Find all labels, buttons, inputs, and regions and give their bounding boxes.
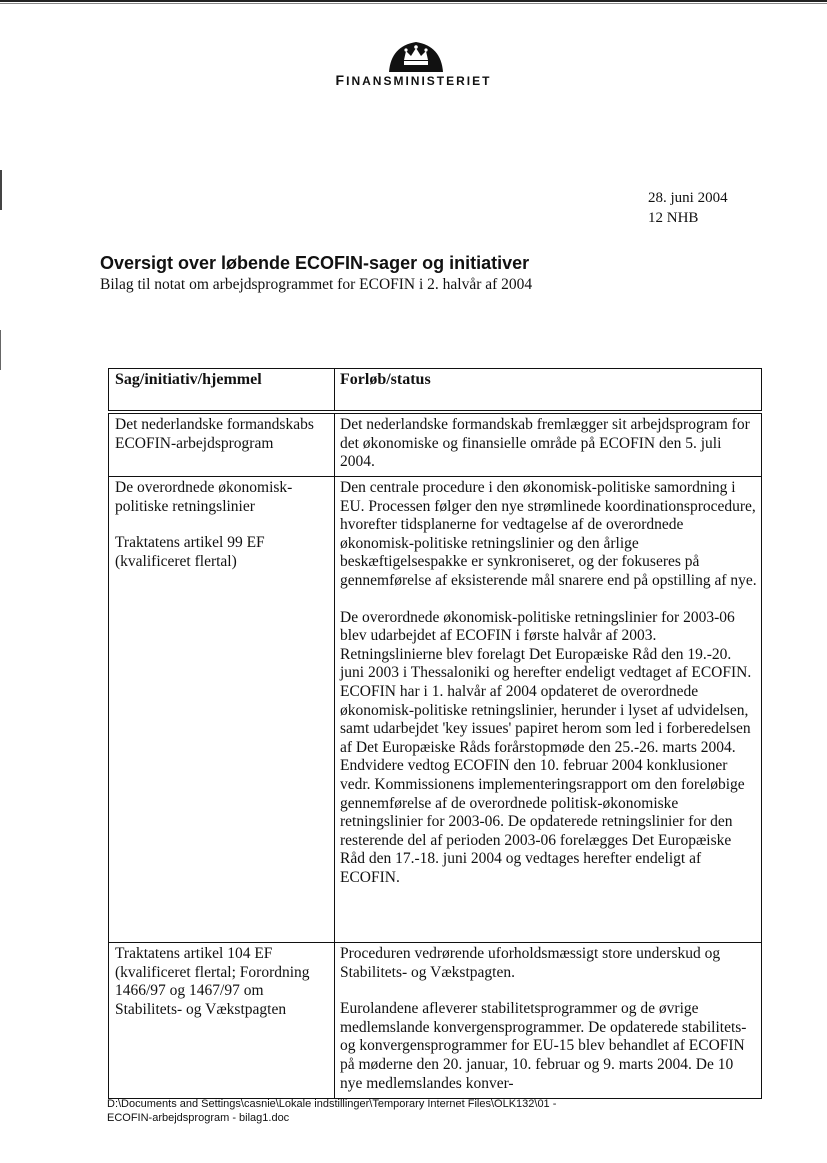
ministry-name [0,72,827,88]
case-text: Det nederlandske formandskabs ECOFIN-arbejdsprogram [115,416,314,452]
case-cell [109,943,335,1098]
scan-margin-mark [0,330,1,370]
file-path-footer [107,1097,556,1125]
column-header-status: Forløb/status [340,371,431,388]
status-text: Den centrale procedure i den økonomisk-politiske samordning i EU. Processen følger den nye strømlinede koordinationsprocedure, hvorefter tidsplanerne for vedtagelse af de overordnede økonomisk-politiske retningslinier og den årlige beskæftigelsespakke er synkroniseret, og der fokuseres på gennemførelse af eksisterende mål snarere end på opstilling af nye. [340,479,757,589]
document-subtitle: Bilag til notat om arbejdsprogrammet for ECOFIN i 2. halvår af 2004 [100,276,533,293]
case-cell [109,477,335,942]
table-row [108,942,762,1099]
table-row [108,413,762,476]
case-text: Traktatens artikel 104 EF (kvalificeret flertal; Forordning 1466/97 og 1467/97 om Stabilitets- og Vækstpagten [115,945,310,1018]
ministry-rest: INANSMINISTERIET [346,74,492,88]
table-header-row [108,368,762,411]
document-date [648,188,728,228]
status-cell [335,943,761,1098]
case-cell [109,414,335,476]
footer-filename-line: ECOFIN-arbejdsprogram - bilag1.doc [107,1112,290,1124]
case-legal-basis: Traktatens artikel 99 EF (kvalificeret flertal) [115,534,265,570]
status-cell [335,477,761,942]
status-cell [335,414,761,476]
footer-path-line: D:\Documents and Settings\casnie\Lokale indstillinger\Temporary Internet Files\OLK132\01 - [107,1098,557,1110]
table-row [108,476,762,942]
status-text: Proceduren vedrørende uforholdsmæssigt store underskud og Stabilitets- og Vækstpagten. [340,945,721,981]
crown-lion-logo-icon [387,38,445,74]
top-border-line-secondary [0,3,827,4]
date-line: 28. juni 2004 [648,190,728,206]
status-text: Det nederlandske formandskab fremlægger sit arbejdsprogram for det økonomiske og finansielle område på ECOFIN den 5. juli 2004. [340,416,750,471]
case-text: De overordnede økonomisk-politiske retningslinier [115,479,293,515]
column-header-case: Sag/initiativ/hjemmel [109,369,335,410]
ministry-initial: F [335,72,347,88]
document-title: Oversigt over løbende ECOFIN-sager og initiativer [100,253,530,273]
status-table [108,368,762,1099]
status-text: Eurolandene afleverer stabilitetsprogrammer og de øvrige medlemslande konvergensprogrammer. De opdaterede stabilitets- og konvergensprogrammer for EU-15 blev behandlet af ECOFIN på møderne den 20. januar, 10. februar og 9. marts 2004. De 10 nye medlemslandes konver- [340,1000,747,1092]
reference-line: 12 NHB [648,210,699,226]
top-border-line [0,0,827,2]
scan-margin-mark [0,170,2,210]
status-text: De overordnede økonomisk-politiske retningslinier for 2003-06 blev udarbejdet af ECOFIN i første halvår af 2003. Retningslinierne blev forelagt Det Europæiske Råd den 19.-20. juni 2003 i Thessaloniki og herefter endeligt vedtaget af ECOFIN. ECOFIN har i 1. halvår af 2004 opdateret de overordnede økonomisk-politiske retningslinier, herunder i lyset af udvidelsen, samt udarbejdet 'key issues' papiret herom som led i forberedelsen af Det Europæiske Råds forårstopmøde den 25.-26. marts 2004. Endvidere vedtog ECOFIN den 10. februar 2004 konklusioner vedr. Kommissionens implementeringsrapport om den foreløbige gennemførelse af de overordnede politisk-økonomiske retningslinier for 2003-06. De opdaterede retningslinier for den resterende del af perioden 2003-06 forelægges Det Europæiske Råd den 17.-18. juni 2004 og vedtages herefter endeligt af ECOFIN. [340,608,752,886]
